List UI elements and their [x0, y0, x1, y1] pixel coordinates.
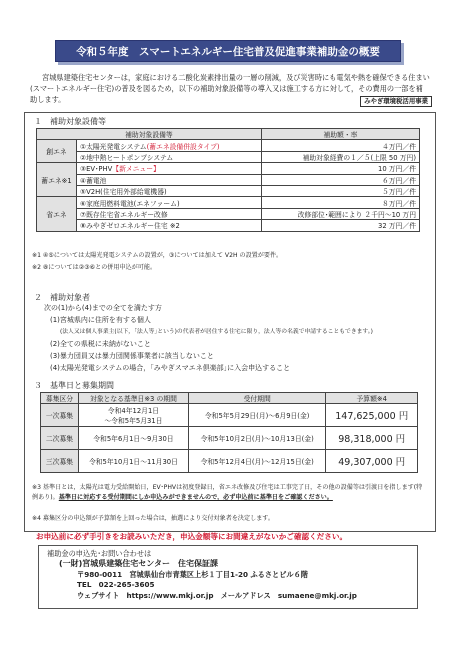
section1-heading: １ 補助対象設備等	[34, 117, 106, 126]
section3-note4: ※4 募集区分の申込額が予算額を上回った場合は，抽選により交付対象者を決定します。	[32, 515, 274, 522]
contact-org: (一財)宮城県建築住宅センター 住宅保証課	[59, 559, 218, 569]
col-budget: 予算額※4	[326, 393, 418, 404]
col-period: 受付期間	[188, 393, 326, 404]
col-item: 補助対象設備等	[37, 129, 262, 140]
section2-lead: 次の(1)から(4)までの全てを満たす方	[44, 304, 162, 312]
table-row	[37, 163, 420, 174]
contact-box	[38, 545, 418, 609]
category-sou: 創エネ	[37, 140, 77, 163]
row-base: 令和5年10月1日～11月30日	[79, 450, 189, 473]
condition-1: (1)宮城県内に住所を有する個人	[50, 316, 151, 324]
row-item: ⑦既存住宅省エネルギー改修	[77, 208, 262, 219]
row-base: 令和5年6月1日～9月30日	[79, 427, 189, 450]
table-row	[41, 450, 418, 473]
row-amount: 補助対象経費の１／５(上限 50 万円)	[261, 151, 419, 162]
page-title: 令和５年度 スマートエネルギー住宅普及促進事業補助金の概要	[55, 40, 401, 62]
row-period: 令和5年5月29日(月)～6月9日(金)	[188, 404, 326, 427]
warning-text: お申込前に必ず手引きをお読みいただき，申込金額等にお間違えがないかご確認ください。	[36, 532, 348, 541]
row-base: 令和4年12月1日 ～令和5年5月31日	[79, 404, 189, 427]
contact-web[interactable]: ウェブサイト https://www.mkj.or.jp メールアドレス sumaene@mkj.or.jp	[77, 590, 357, 600]
contact-tel: TEL 022-265-3605	[77, 580, 155, 590]
row-amount: ８万円／件	[261, 197, 419, 208]
row-amount: 10 万円／件	[261, 163, 419, 174]
row-item: ②地中熱ヒートポンプシステム	[77, 151, 262, 162]
row-period: 令和5年10月2日(月)～10月13日(金)	[188, 427, 326, 450]
table-row	[41, 427, 418, 450]
row-budget: 49,307,000 円	[326, 450, 418, 473]
row-amount: 32 万円／件	[261, 220, 419, 231]
row-budget: 147,625,000 円	[326, 404, 418, 427]
row-item: ④蓄電池	[77, 174, 262, 185]
table-row	[37, 220, 420, 231]
table-row	[41, 404, 418, 427]
col-base: 対象となる基準日※3 の期間	[79, 393, 189, 404]
section2-heading: ２ 補助対象者	[34, 293, 90, 302]
row-amount: ５万円／件	[261, 185, 419, 196]
row-amount: 改修部位･範囲により ２千円～10 万円	[261, 208, 419, 219]
row-period: 令和5年12月4日(月)～12月15日(金)	[188, 450, 326, 473]
row-item: ③EV･PHV【新メニュー】	[77, 163, 262, 174]
table-row	[37, 174, 420, 185]
col-amount: 補助額・率	[261, 129, 419, 140]
row-budget: 98,318,000 円	[326, 427, 418, 450]
contact-lead: 補助金の申込先･お問い合わせは	[47, 549, 152, 558]
row-item: ⑧みやぎゼロエネルギー住宅 ※2	[77, 220, 262, 231]
row-cat: 三次募集	[41, 450, 79, 473]
contact-address: 〒980-0011 宮城県仙台市青葉区上杉１丁目1-20 ふるさとビル６階	[77, 569, 308, 579]
row-item: ⑥家庭用燃料電池(エネファーム)	[77, 197, 262, 208]
table-row	[37, 197, 420, 208]
condition-4: (4)太陽光発電システムの場合，｢みやぎスマエネ倶楽部｣に入会申込すること	[50, 364, 291, 372]
category-chiku: 蓄エネ※1	[37, 163, 77, 197]
row-cat: 二次募集	[41, 427, 79, 450]
intro-text: 宮城県建築住宅センターは，家庭における二酸化炭素排出量の一層の削減，及び災害時にも電気や熱を確保できる住まい(スマートエネルギー住宅)の普及を図るため，以下の補助対象設備等の導入又は施工する方に対して，その費用の一部を補助します。	[30, 73, 430, 104]
row-amount: ４万円／件	[261, 140, 419, 151]
condition-1-sub: (法人又は個人事業主(以下，｢法人等｣という)の代表者が居住する住宅に限り，法人等の名義で申請することもできます。)	[60, 329, 373, 335]
condition-3: (3)暴力団員又は暴力団関係事業者に該当しないこと	[50, 352, 214, 360]
fund-badge: みやぎ環境税活用事業	[360, 96, 432, 107]
row-item: ⑤V2H(住宅用外部給電機器)	[77, 185, 262, 196]
row-item: ①太陽光発電システム(蓄エネ設備併設タイプ)	[77, 140, 262, 151]
section3-note3: ※3 基準日とは，太陽光は電力受給開始日，EV･PHVは初度登録日，省エネ改修及び住宅は工事完了日，その他の設備等は引渡日を指します(特例あり)。基準日に対応する受付期間にしか申込みができませんので，必ず申込前に基準日をご確認ください。	[32, 484, 423, 501]
col-cat: 募集区分	[41, 393, 79, 404]
row-cat: 一次募集	[41, 404, 79, 427]
table-row	[37, 208, 420, 219]
table-row	[37, 185, 420, 196]
category-sho: 省エネ	[37, 197, 77, 231]
table-row	[37, 151, 420, 162]
table-row	[37, 140, 420, 151]
section3-heading: ３ 基準日と募集期間	[34, 381, 114, 390]
section1-note2: ※2 ⑧については②③⑥との併用申込が可能。	[32, 264, 157, 271]
schedule-table	[40, 392, 418, 473]
equipment-table	[36, 128, 420, 232]
row-amount: ６万円／件	[261, 174, 419, 185]
section1-note1: ※1 ④⑤については太陽光発電システムの設置が，③については加えて V2H の設置が要件。	[32, 252, 283, 259]
condition-2: (2)全ての県税に未納がないこと	[50, 340, 151, 348]
